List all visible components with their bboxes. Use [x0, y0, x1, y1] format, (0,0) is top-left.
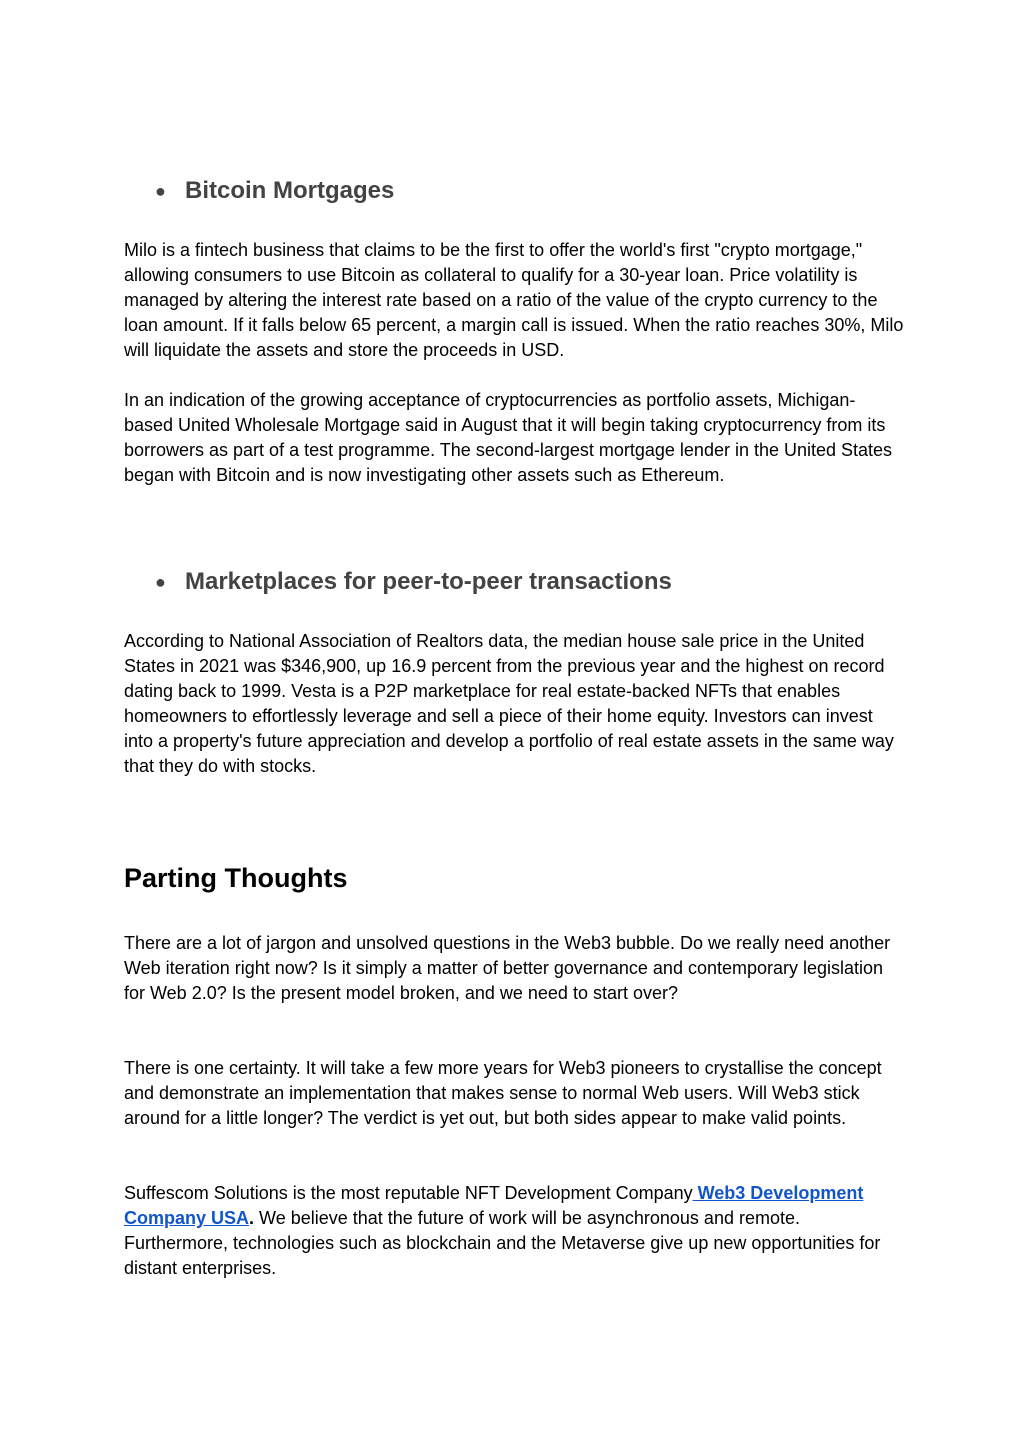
parting-paragraph-1: There are a lot of jargon and unsolved questions in the Web3 bubble. Do we really need another Web iteration right now? Is it simply a matter of better governance and contemporary legislation for Web 2.0? Is the present model broken, and we need to start over? [124, 933, 891, 1003]
heading-text: Marketplaces for peer-to-peer transactions [185, 568, 672, 595]
bullet-icon: ● [155, 181, 166, 201]
bitcoin-paragraph-2: In an indication of the growing acceptance of cryptocurrencies as portfolio assets, Michigan-based United Wholesale Mortgage said in August that it will begin taking cryptocurrency from its borrowers as part of a test programme. The second-largest mortgage lender in the United States began with Bitcoin and is now investigating other assets such as Ethereum. [124, 390, 893, 485]
marketplaces-heading [155, 567, 672, 597]
parting-thoughts-heading: Parting Thoughts [124, 863, 348, 893]
bitcoin-paragraph-1: Milo is a fintech business that claims to be the first to offer the world's first "crypto mortgage," allowing consumers to use Bitcoin as collateral to qualify for a 30-year loan. Price volatility is managed by altering the interest rate based on a ratio of the value of the crypto currency to the loan amount. If it falls below 65 percent, a margin call is issued. When the ratio reaches 30%, Milo will liquidate the assets and store the proceeds in USD. [124, 240, 904, 360]
bullet-icon: ● [155, 572, 166, 592]
heading-text: Bitcoin Mortgages [185, 177, 395, 204]
parting-paragraph-2: There is one certainty. It will take a few more years for Web3 pioneers to crystallise the concept and demonstrate an implementation that makes sense to normal Web users. Will Web3 stick around for a little longer? The verdict is yet out, but both sides appear to make valid points. [124, 1058, 882, 1128]
bitcoin-mortgages-heading [155, 176, 394, 206]
para-text-after-link: We believe that the future of work will be asynchronous and remote. Furthermore, technologies such as blockchain and the Metaverse give up new opportunities for distant enterprises. [124, 1208, 881, 1278]
para-text-before-link: Suffescom Solutions is the most reputable NFT Development Company [124, 1183, 693, 1203]
web3-development-company-link[interactable]: Web3 Development Company USA [124, 1183, 864, 1228]
link-period: . [249, 1208, 255, 1228]
marketplaces-paragraph-1: According to National Association of Realtors data, the median house sale price in the United States in 2021 was $346,900, up 16.9 percent from the previous year and the highest on record dating back to 1999. Vesta is a P2P marketplace for real estate-backed NFTs that enables homeowners to effortlessly leverage and sell a piece of their home equity. Investors can invest into a property's future appreciation and develop a portfolio of real estate assets in the same way that they do with stocks. [124, 631, 894, 776]
parting-paragraph-3 [124, 1181, 904, 1281]
